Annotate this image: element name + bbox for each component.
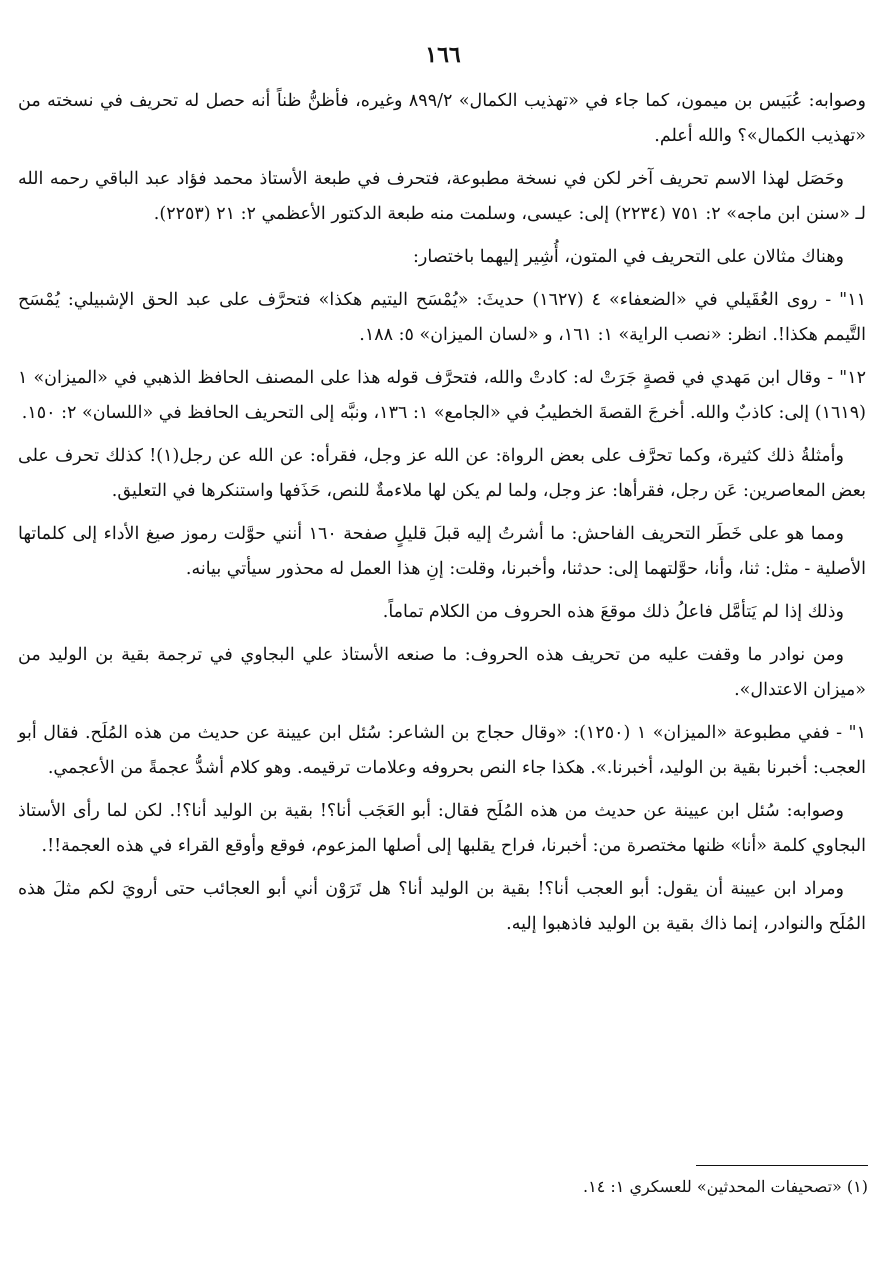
paragraph-12: ومراد ابن عيينة أن يقول: أبو العجب أنا؟! بقية بن الوليد أنا؟ هل تَرَوْن أني أبو العجائب حتى أرويَ لكم مثلَ هذه المُلَح والنوادر، إنما ذاك بقية بن الوليد فاذهبوا إليه.	[18, 879, 866, 934]
paragraph-5-example-12: ١٢" - وقال ابن مَهدي في قصةٍ جَرَتْ له: كادتْ والله، فتحرَّف قوله هذا على المصنف الحافظ الذهبي في «الميزان» ١ (١٦١٩) إلى: كاذبٌ والله. أخرجَ القصةَ الخطيبُ في «الجامع» ١: ١٣٦، ونبَّه إلى التحريف الحافظ في «اللسان» ٢: ١٥٠.	[18, 368, 866, 423]
paragraph-7: ومما هو على خَطَر التحريف الفاحش: ما أشرتُ إليه قبلَ قليلٍ صفحة ١٦٠ أنني حوَّلت رموز صيغ الأداء إلى كلماتها الأصلية - مثل: ثنا، وأنا، حوَّلتهما إلى: حدثنا، وأخبرنا، وقلت: إنِ هذا العمل له محذور سيأتي بيانه.	[18, 524, 866, 579]
paragraph-3: وهناك مثالان على التحريف في المتون، أُشِير إليهما باختصار:	[413, 247, 844, 267]
footnote: (١) «تصحيفات المحدثين» للعسكري ١: ١٤.	[583, 1177, 868, 1196]
footnote-divider	[696, 1165, 868, 1166]
paragraph-8: وذلك إذا لم يَتأمَّل فاعلُ ذلك موقعَ هذه الحروف من الكلام تماماً.	[382, 602, 844, 622]
paragraph-6: وأمثلةُ ذلك كثيرة، وكما تحرَّف على بعض الرواة: عن الله عز وجل، فقرأه: عن الله عن رجل(١)! كذلك تحرف على بعض المعاصرين: عَن رجل، فقرأها: عز وجل، ولما لم يكن لها ملاءمةٌ للنص، حَذَفها واستنكرها في التعليق.	[18, 446, 866, 501]
paragraph-10-example-1: ١" - ففي مطبوعة «الميزان» ١ (١٢٥٠): «وقال حجاج بن الشاعر: سُئل ابن عيينة عن حديث من هذه المُلَح. فقال أبو العجب: أخبرنا بقية بن الوليد، أخبرنا.». هكذا جاء النص بحروفه وعلامات ترقيمه. وهو كلام أشدُّ عجمةً من الأعجمي.	[18, 723, 866, 778]
paragraph-2: وحَصَل لهذا الاسم تحريف آخر لكن في نسخة مطبوعة، فتحرف في طبعة الأستاذ محمد فؤاد عبد الباقي رحمه الله لـ «سنن ابن ماجه» ٢: ٧٥١ (٢٢٣٤) إلى: عيسى، وسلمت منه طبعة الدكتور الأعظمي ٢: ٢١ (٢٢٥٣).	[18, 169, 866, 224]
paragraph-1: وصوابه: عُبَيس بن ميمون، كما جاء في «تهذيب الكمال» ٨٩٩/٢ وغيره، فأظنُّ ظناً أنه حصل له تحريف في نسخته من «تهذيب الكمال»؟ والله أعلم.	[18, 91, 866, 146]
page-body	[18, 84, 866, 950]
paragraph-4-example-11: ١١" - روى العُقَيلي في «الضعفاء» ٤ (١٦٢٧) حديثَ: «يُمْسَح اليتيم هكذا» فتحرَّف على عبد الحق الإشبيلي: يُمْسَح التَّيمم هكذا!. انظر: «نصب الراية» ١: ١٦١، و «لسان الميزان» ٥: ١٨٨.	[18, 290, 867, 345]
paragraph-9: ومن نوادر ما وقفت عليه من تحريف هذه الحروف: ما صنعه الأستاذ علي البجاوي في ترجمة بقية بن الوليد من «ميزان الاعتدال».	[18, 645, 866, 700]
paragraph-11: وصوابه: سُئل ابن عيينة عن حديث من هذه المُلَح فقال: أبو العَجَب أنا؟! بقية بن الوليد أنا؟!. لكن لما رأى الأستاذ البجاوي كلمة «أنا» ظنها مختصرة من: أخبرنا، فراح يقلبها إلى أصلها المزعوم، فوقع وأوقع القراء في هذه العجمة!!.	[18, 801, 866, 856]
page-number: ١٦٦	[425, 42, 461, 68]
